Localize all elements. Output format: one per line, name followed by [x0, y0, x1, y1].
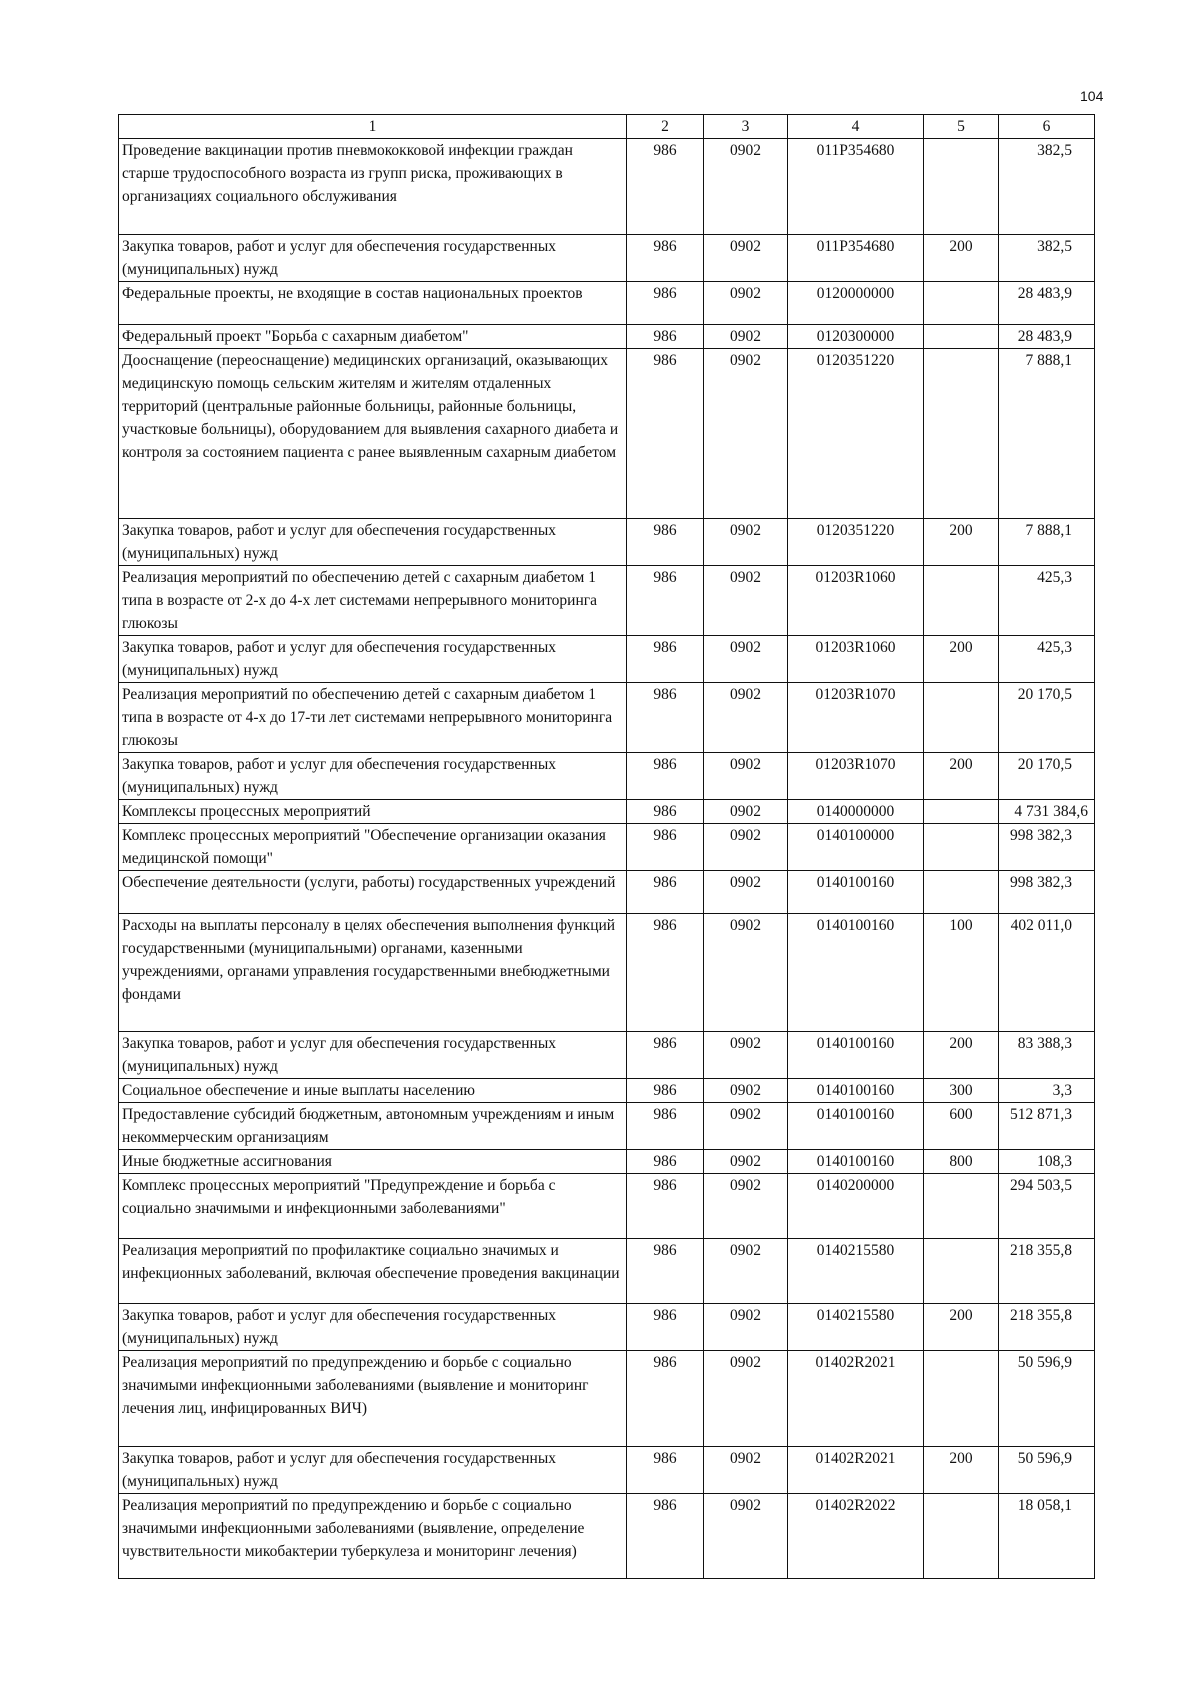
row-name-cell: Предоставление субсидий бюджетным, автономным учреждениям и иным некоммерческим организациям [119, 1103, 627, 1150]
row-target-cell: 0140100160 [788, 914, 924, 1032]
table-row [119, 1351, 1095, 1447]
row-amount-cell: 28 483,9 [999, 282, 1095, 325]
table-row [119, 800, 1095, 824]
row-target-cell: 011P354680 [788, 139, 924, 235]
row-section-cell: 0902 [704, 1150, 788, 1174]
column-header-6: 6 [999, 115, 1095, 139]
row-name-cell: Реализация мероприятий по предупреждению и борьбе с социально значимыми инфекционными заболеваниями (выявление, определение чувствительности микобактерии туберкулеза и мониторинг лечения) [119, 1494, 627, 1579]
row-section-cell: 0902 [704, 1304, 788, 1351]
row-grbs-cell: 986 [627, 824, 704, 871]
row-section-cell: 0902 [704, 871, 788, 914]
page-number: 104 [1080, 88, 1104, 104]
row-amount-cell: 218 355,8 [999, 1239, 1095, 1304]
row-grbs-cell: 986 [627, 282, 704, 325]
row-grbs-cell: 986 [627, 1351, 704, 1447]
row-amount-cell: 425,3 [999, 566, 1095, 636]
row-name-cell: Иные бюджетные ассигнования [119, 1150, 627, 1174]
table-row [119, 914, 1095, 1032]
row-target-cell: 0140200000 [788, 1174, 924, 1239]
row-name-cell: Комплекс процессных мероприятий "Предупреждение и борьба с социально значимыми и инфекционными заболеваниями" [119, 1174, 627, 1239]
row-amount-cell: 382,5 [999, 235, 1095, 282]
row-target-cell: 01203R1060 [788, 566, 924, 636]
row-grbs-cell: 986 [627, 1494, 704, 1579]
row-grbs-cell: 986 [627, 914, 704, 1032]
row-amount-cell: 3,3 [999, 1079, 1095, 1103]
row-amount-cell: 7 888,1 [999, 349, 1095, 519]
row-amount-cell: 998 382,3 [999, 871, 1095, 914]
row-target-cell: 0140100160 [788, 1079, 924, 1103]
row-target-cell: 0140100000 [788, 824, 924, 871]
row-target-cell: 0140100160 [788, 1103, 924, 1150]
row-section-cell: 0902 [704, 1032, 788, 1079]
column-header-3: 3 [704, 115, 788, 139]
column-header-5: 5 [924, 115, 999, 139]
row-type-cell [924, 1239, 999, 1304]
row-section-cell: 0902 [704, 235, 788, 282]
row-section-cell: 0902 [704, 1351, 788, 1447]
row-target-cell: 0140215580 [788, 1239, 924, 1304]
row-grbs-cell: 986 [627, 519, 704, 566]
row-type-cell [924, 824, 999, 871]
row-amount-cell: 28 483,9 [999, 325, 1095, 349]
row-name-cell: Федеральные проекты, не входящие в состав национальных проектов [119, 282, 627, 325]
row-section-cell: 0902 [704, 325, 788, 349]
row-amount-cell: 4 731 384,6 [999, 800, 1095, 824]
row-grbs-cell: 986 [627, 683, 704, 753]
row-type-cell: 300 [924, 1079, 999, 1103]
row-target-cell: 0140000000 [788, 800, 924, 824]
row-grbs-cell: 986 [627, 1103, 704, 1150]
table-row [119, 519, 1095, 566]
table-row [119, 753, 1095, 800]
table-row [119, 824, 1095, 871]
row-target-cell: 0140100160 [788, 1032, 924, 1079]
row-type-cell: 100 [924, 914, 999, 1032]
row-type-cell [924, 1494, 999, 1579]
row-target-cell: 0140100160 [788, 871, 924, 914]
row-grbs-cell: 986 [627, 235, 704, 282]
row-grbs-cell: 986 [627, 636, 704, 683]
table-row [119, 1150, 1095, 1174]
row-name-cell: Реализация мероприятий по предупреждению и борьбе с социально значимыми инфекционными заболеваниями (выявление и мониторинг лечения лиц, инфицированных ВИЧ) [119, 1351, 627, 1447]
row-section-cell: 0902 [704, 1494, 788, 1579]
row-type-cell: 200 [924, 1032, 999, 1079]
row-grbs-cell: 986 [627, 1079, 704, 1103]
row-target-cell: 01402R2021 [788, 1447, 924, 1494]
row-type-cell: 200 [924, 519, 999, 566]
row-amount-cell: 218 355,8 [999, 1304, 1095, 1351]
table-row [119, 1447, 1095, 1494]
row-amount-cell: 108,3 [999, 1150, 1095, 1174]
row-section-cell: 0902 [704, 1079, 788, 1103]
column-header-2: 2 [627, 115, 704, 139]
row-target-cell: 01402R2021 [788, 1351, 924, 1447]
row-name-cell: Расходы на выплаты персоналу в целях обеспечения выполнения функций государственными (муниципальными) органами, казенными учреждениями, органами управления государственными внебюджетными фондами [119, 914, 627, 1032]
row-type-cell [924, 800, 999, 824]
row-type-cell: 800 [924, 1150, 999, 1174]
row-amount-cell: 382,5 [999, 139, 1095, 235]
row-section-cell: 0902 [704, 914, 788, 1032]
row-name-cell: Дооснащение (переоснащение) медицинских организаций, оказывающих медицинскую помощь сельским жителям и жителям отдаленных территорий (центральные районные больницы, районные больницы, участковые больницы), оборудованием для выявления сахарного диабета и контроля за состоянием пациента с ранее выявленным сахарным диабетом [119, 349, 627, 519]
row-name-cell: Закупка товаров, работ и услуг для обеспечения государственных (муниципальных) нужд [119, 519, 627, 566]
row-grbs-cell: 986 [627, 800, 704, 824]
row-type-cell [924, 139, 999, 235]
row-target-cell: 01402R2022 [788, 1494, 924, 1579]
row-amount-cell: 294 503,5 [999, 1174, 1095, 1239]
row-amount-cell: 402 011,0 [999, 914, 1095, 1032]
row-target-cell: 01203R1060 [788, 636, 924, 683]
table-row [119, 349, 1095, 519]
row-section-cell: 0902 [704, 1239, 788, 1304]
row-amount-cell: 20 170,5 [999, 753, 1095, 800]
row-section-cell: 0902 [704, 636, 788, 683]
row-target-cell: 01203R1070 [788, 753, 924, 800]
row-grbs-cell: 986 [627, 1032, 704, 1079]
row-grbs-cell: 986 [627, 1304, 704, 1351]
row-section-cell: 0902 [704, 753, 788, 800]
row-grbs-cell: 986 [627, 1150, 704, 1174]
row-name-cell: Закупка товаров, работ и услуг для обеспечения государственных (муниципальных) нужд [119, 753, 627, 800]
row-target-cell: 0140100160 [788, 1150, 924, 1174]
row-name-cell: Реализация мероприятий по профилактике социально значимых и инфекционных заболеваний, включая обеспечение проведения вакцинации [119, 1239, 627, 1304]
row-name-cell: Проведение вакцинации против пневмококковой инфекции граждан старше трудоспособного возраста из групп риска, проживающих в организациях социального обслуживания [119, 139, 627, 235]
row-target-cell: 0120351220 [788, 519, 924, 566]
row-amount-cell: 50 596,9 [999, 1447, 1095, 1494]
row-type-cell [924, 1351, 999, 1447]
row-section-cell: 0902 [704, 566, 788, 636]
table-row [119, 1079, 1095, 1103]
row-section-cell: 0902 [704, 282, 788, 325]
row-type-cell [924, 566, 999, 636]
row-amount-cell: 50 596,9 [999, 1351, 1095, 1447]
table-row [119, 235, 1095, 282]
row-grbs-cell: 986 [627, 871, 704, 914]
row-name-cell: Федеральный проект "Борьба с сахарным диабетом" [119, 325, 627, 349]
table-row [119, 1103, 1095, 1150]
row-amount-cell: 425,3 [999, 636, 1095, 683]
table-row [119, 1174, 1095, 1239]
row-type-cell: 200 [924, 753, 999, 800]
row-amount-cell: 998 382,3 [999, 824, 1095, 871]
row-section-cell: 0902 [704, 349, 788, 519]
row-target-cell: 0120351220 [788, 349, 924, 519]
row-type-cell: 200 [924, 1447, 999, 1494]
row-grbs-cell: 986 [627, 325, 704, 349]
table-row [119, 871, 1095, 914]
row-type-cell: 200 [924, 235, 999, 282]
table-row [119, 139, 1095, 235]
row-section-cell: 0902 [704, 519, 788, 566]
row-grbs-cell: 986 [627, 139, 704, 235]
row-section-cell: 0902 [704, 824, 788, 871]
row-target-cell: 0120300000 [788, 325, 924, 349]
row-section-cell: 0902 [704, 1174, 788, 1239]
row-section-cell: 0902 [704, 139, 788, 235]
row-grbs-cell: 986 [627, 1174, 704, 1239]
row-name-cell: Реализация мероприятий по обеспечению детей с сахарным диабетом 1 типа в возрасте от 4-х до 17-ти лет системами непрерывного мониторинга глюкозы [119, 683, 627, 753]
table-row [119, 636, 1095, 683]
row-name-cell: Обеспечение деятельности (услуги, работы) государственных учреждений [119, 871, 627, 914]
row-type-cell [924, 683, 999, 753]
row-target-cell: 01203R1070 [788, 683, 924, 753]
row-amount-cell: 512 871,3 [999, 1103, 1095, 1150]
table-row [119, 1239, 1095, 1304]
row-grbs-cell: 986 [627, 349, 704, 519]
row-section-cell: 0902 [704, 1447, 788, 1494]
column-header-1: 1 [119, 115, 627, 139]
row-name-cell: Социальное обеспечение и иные выплаты населению [119, 1079, 627, 1103]
row-name-cell: Комплексы процессных мероприятий [119, 800, 627, 824]
table-row [119, 325, 1095, 349]
table-row [119, 1494, 1095, 1579]
row-type-cell [924, 282, 999, 325]
row-name-cell: Закупка товаров, работ и услуг для обеспечения государственных (муниципальных) нужд [119, 1032, 627, 1079]
row-type-cell [924, 349, 999, 519]
row-type-cell [924, 325, 999, 349]
table-row [119, 1032, 1095, 1079]
table-row [119, 282, 1095, 325]
row-name-cell: Закупка товаров, работ и услуг для обеспечения государственных (муниципальных) нужд [119, 636, 627, 683]
row-grbs-cell: 986 [627, 1239, 704, 1304]
row-amount-cell: 20 170,5 [999, 683, 1095, 753]
row-target-cell: 0140215580 [788, 1304, 924, 1351]
table-row [119, 566, 1095, 636]
row-type-cell [924, 871, 999, 914]
row-grbs-cell: 986 [627, 1447, 704, 1494]
budget-table [118, 114, 1095, 1579]
row-name-cell: Закупка товаров, работ и услуг для обеспечения государственных (муниципальных) нужд [119, 235, 627, 282]
row-type-cell: 600 [924, 1103, 999, 1150]
row-amount-cell: 18 058,1 [999, 1494, 1095, 1579]
table-row [119, 1304, 1095, 1351]
row-section-cell: 0902 [704, 683, 788, 753]
row-section-cell: 0902 [704, 800, 788, 824]
row-target-cell: 0120000000 [788, 282, 924, 325]
row-amount-cell: 83 388,3 [999, 1032, 1095, 1079]
row-type-cell: 200 [924, 1304, 999, 1351]
row-name-cell: Реализация мероприятий по обеспечению детей с сахарным диабетом 1 типа в возрасте от 2-х до 4-х лет системами непрерывного мониторинга глюкозы [119, 566, 627, 636]
table-row [119, 683, 1095, 753]
row-grbs-cell: 986 [627, 566, 704, 636]
row-type-cell [924, 1174, 999, 1239]
row-name-cell: Закупка товаров, работ и услуг для обеспечения государственных (муниципальных) нужд [119, 1447, 627, 1494]
row-section-cell: 0902 [704, 1103, 788, 1150]
row-name-cell: Комплекс процессных мероприятий "Обеспечение организации оказания медицинской помощи" [119, 824, 627, 871]
row-name-cell: Закупка товаров, работ и услуг для обеспечения государственных (муниципальных) нужд [119, 1304, 627, 1351]
table-header-row [119, 115, 1095, 139]
row-grbs-cell: 986 [627, 753, 704, 800]
table-body [119, 139, 1095, 1579]
row-type-cell: 200 [924, 636, 999, 683]
column-header-4: 4 [788, 115, 924, 139]
row-amount-cell: 7 888,1 [999, 519, 1095, 566]
row-target-cell: 011P354680 [788, 235, 924, 282]
